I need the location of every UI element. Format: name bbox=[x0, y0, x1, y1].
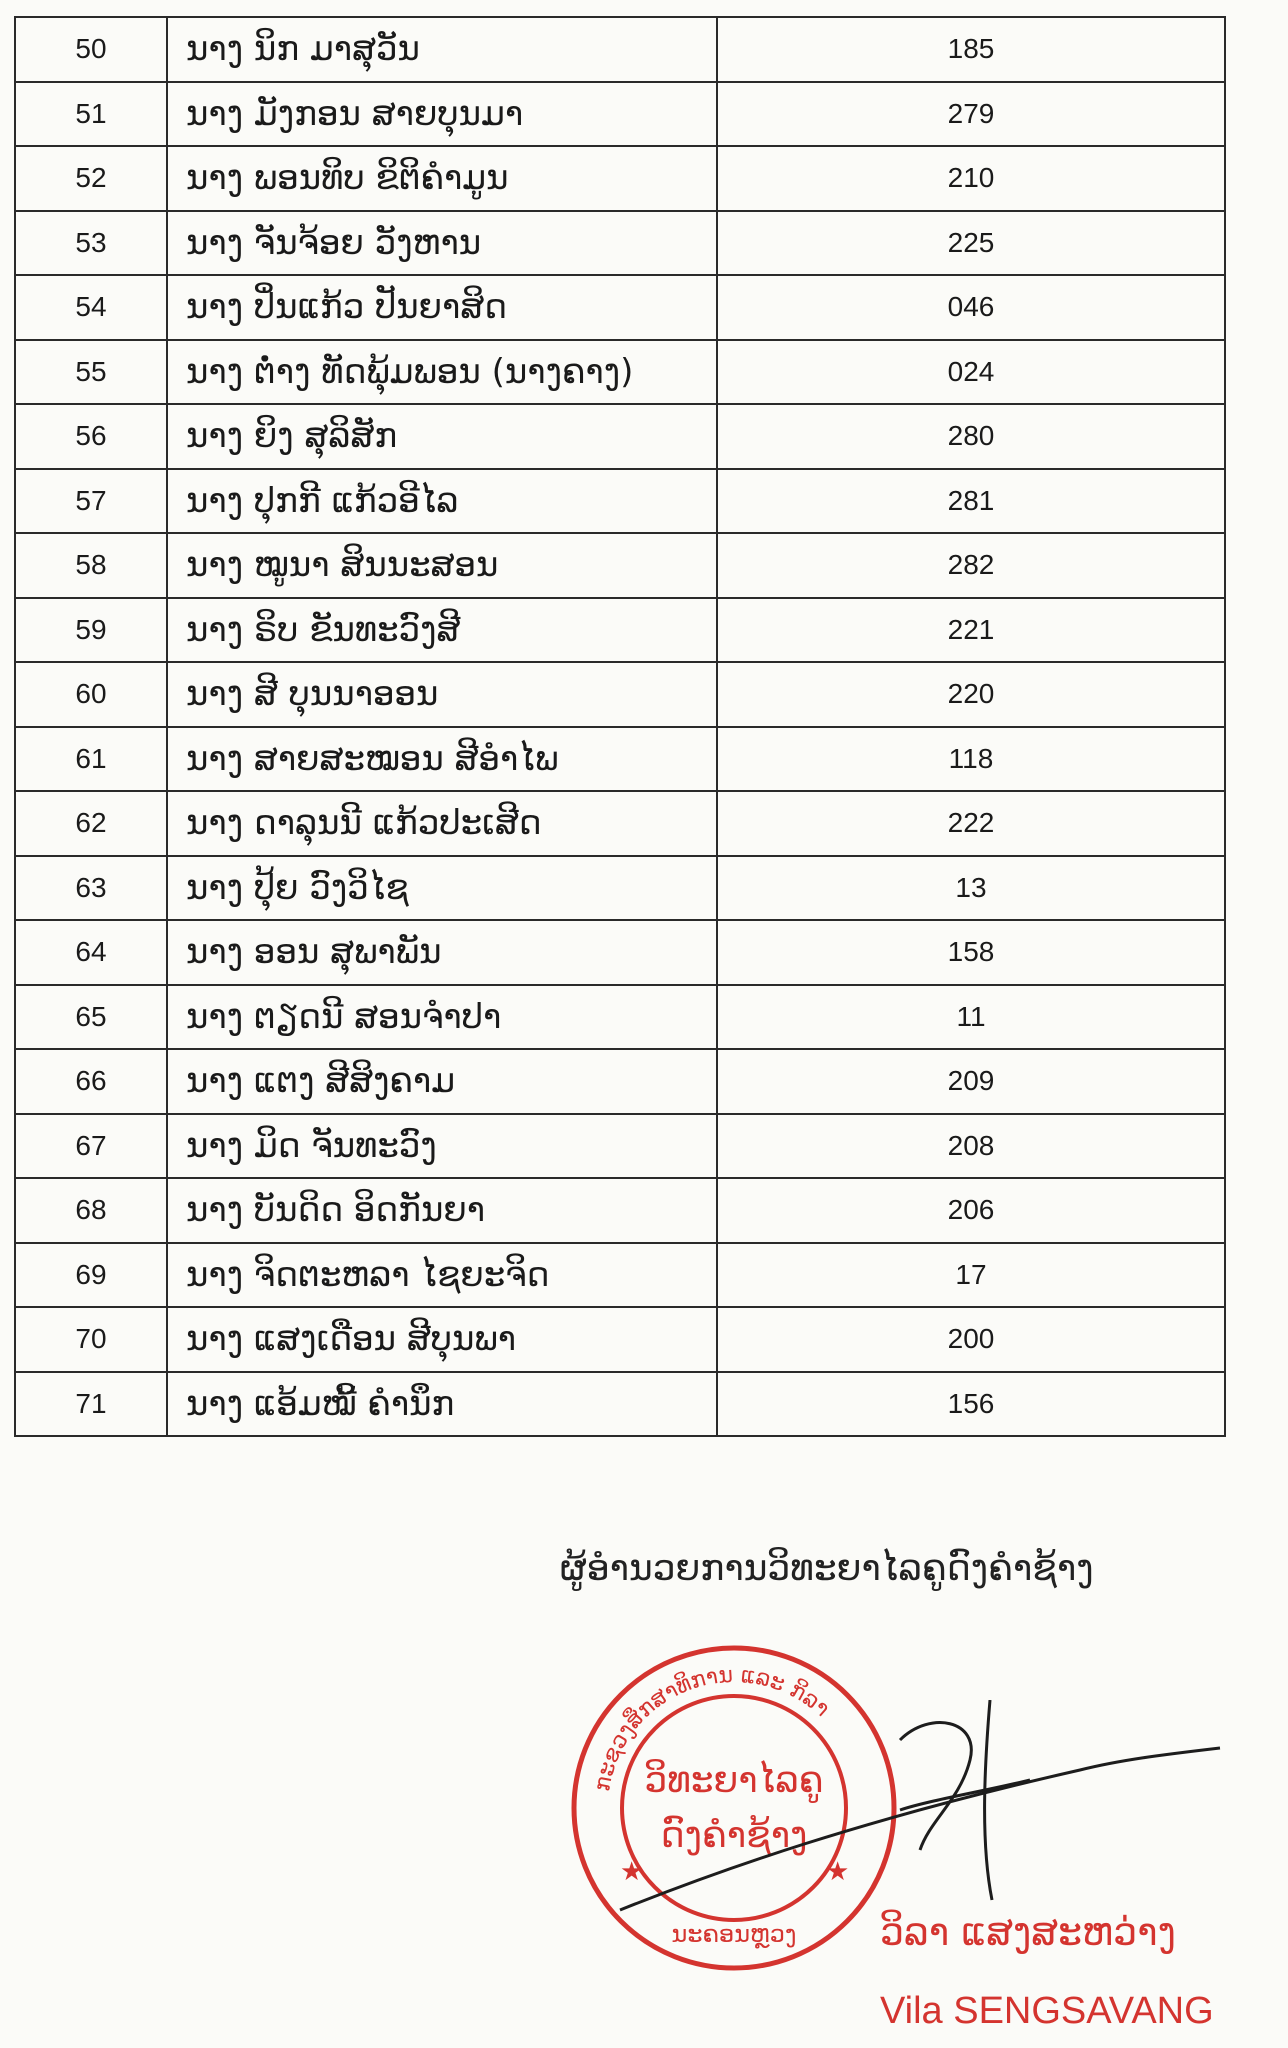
person-code: 222 bbox=[947, 807, 995, 839]
person-code: 280 bbox=[947, 420, 995, 452]
table-row bbox=[16, 470, 1224, 535]
person-name: ນາງ ດາລຸນນີ ແກ້ວປະເສີດ bbox=[168, 792, 718, 855]
row-number: 59 bbox=[16, 599, 168, 662]
table-row bbox=[16, 1244, 1224, 1309]
row-number: 64 bbox=[16, 921, 168, 984]
person-name: ນາງ ປິ່ນແກ້ວ ປັນຍາສິດ bbox=[168, 276, 718, 339]
person-name: ນາງ ແຕງ ສີສິງຄາມ bbox=[168, 1050, 718, 1113]
names-table bbox=[14, 16, 1226, 1437]
row-number: 62 bbox=[16, 792, 168, 855]
person-code: 185 bbox=[947, 33, 995, 65]
stamp-star-right-icon: ★ bbox=[826, 1857, 850, 1887]
table-row bbox=[16, 212, 1224, 277]
table-row bbox=[16, 1115, 1224, 1180]
person-name: ນາງ ຈິດຕະຫລາ ໄຊຍະຈິດ bbox=[168, 1244, 718, 1307]
table-row bbox=[16, 1050, 1224, 1115]
person-name: ນາງ ສາຍສະໝອນ ສີອໍາໄພ bbox=[168, 728, 718, 791]
table-row bbox=[16, 1179, 1224, 1244]
person-name: ນາງ ປຸ້ຍ ວົງວິໄຊ bbox=[168, 857, 718, 920]
row-number: 50 bbox=[16, 18, 168, 81]
person-code: 206 bbox=[947, 1194, 995, 1226]
person-name: ນາງ ມັງກອນ ສາຍບຸນມາ bbox=[168, 83, 718, 146]
table-row bbox=[16, 663, 1224, 728]
row-number: 63 bbox=[16, 857, 168, 920]
row-number: 68 bbox=[16, 1179, 168, 1242]
table-row bbox=[16, 147, 1224, 212]
person-code: 210 bbox=[947, 162, 995, 194]
person-name: ນາງ ຍິງ ສຸລິສັກ bbox=[168, 405, 718, 468]
table-row bbox=[16, 18, 1224, 83]
row-number: 71 bbox=[16, 1373, 168, 1436]
person-name: ນາງ ຕ່ຳງ ທັດພຸ້ມພອນ (ນາງຄາງ) bbox=[168, 341, 718, 404]
person-name: ນາງ ແສງເດືອນ ສີບຸນພາ bbox=[168, 1308, 718, 1371]
signer-name-latin: Vila SENGSAVANG bbox=[880, 1990, 1214, 2032]
person-code: 200 bbox=[947, 1323, 995, 1355]
person-code: 158 bbox=[947, 936, 995, 968]
row-number: 67 bbox=[16, 1115, 168, 1178]
stamp-center-line1: ວິທະຍາໄລຄູ bbox=[644, 1760, 824, 1801]
table-row bbox=[16, 986, 1224, 1051]
person-name: ນາງ ອອນ ສຸພາພັນ bbox=[168, 921, 718, 984]
row-number: 54 bbox=[16, 276, 168, 339]
person-code: 11 bbox=[956, 1000, 986, 1032]
person-name: ນາງ ບັນດິດ ອິດກັນຍາ bbox=[168, 1179, 718, 1242]
table-row bbox=[16, 405, 1224, 470]
table-row bbox=[16, 1373, 1224, 1438]
person-name: ນາງ ສີ ບຸນນາອອນ bbox=[168, 663, 718, 726]
person-code: 13 bbox=[955, 871, 987, 903]
person-name: ນາງ ໝູນາ ສິນນະສອນ bbox=[168, 534, 718, 597]
person-name: ນາງ ຈັນຈ້ອຍ ວັງຫານ bbox=[168, 212, 718, 275]
table-row bbox=[16, 534, 1224, 599]
person-name: ນາງ ຕຽດນີ ສອນຈໍາປາ bbox=[168, 986, 718, 1049]
row-number: 56 bbox=[16, 405, 168, 468]
row-number: 65 bbox=[16, 986, 168, 1049]
table-row bbox=[16, 792, 1224, 857]
person-code: 220 bbox=[947, 678, 995, 710]
table-row bbox=[16, 276, 1224, 341]
person-code: 225 bbox=[947, 226, 995, 258]
person-name: ນາງ ນິກ ມາສຸວັນ bbox=[168, 18, 718, 81]
person-name: ນາງ ມິດ ຈັນທະວົງ bbox=[168, 1115, 718, 1178]
stamp-bottom-text: ນະຄອນຫຼວງ bbox=[671, 1920, 797, 1948]
person-code: 221 bbox=[947, 613, 995, 645]
person-name: ນາງ ພອນທິບ ຂິຕິຄໍາມູນ bbox=[168, 147, 718, 210]
row-number: 58 bbox=[16, 534, 168, 597]
person-code: 046 bbox=[947, 291, 995, 323]
stamp-center-line2: ດົງຄໍາຊ້າງ bbox=[660, 1815, 808, 1856]
person-code: 209 bbox=[947, 1065, 995, 1097]
table-row bbox=[16, 921, 1224, 986]
person-code: 118 bbox=[948, 742, 994, 774]
person-code: 17 bbox=[955, 1258, 987, 1290]
row-number: 61 bbox=[16, 728, 168, 791]
table-row bbox=[16, 341, 1224, 406]
person-code: 024 bbox=[947, 355, 995, 387]
signer-name-lao: ວິລາ ແສງສະຫວ່າງ bbox=[880, 1910, 1177, 1954]
row-number: 57 bbox=[16, 470, 168, 533]
person-code: 279 bbox=[947, 97, 995, 129]
handwritten-signature bbox=[600, 1700, 1240, 1940]
person-code: 281 bbox=[947, 484, 995, 516]
table-row bbox=[16, 857, 1224, 922]
row-number: 55 bbox=[16, 341, 168, 404]
person-code: 282 bbox=[947, 549, 995, 581]
row-number: 69 bbox=[16, 1244, 168, 1307]
table-row bbox=[16, 1308, 1224, 1373]
table-row bbox=[16, 599, 1224, 664]
row-number: 53 bbox=[16, 212, 168, 275]
person-name: ນາງ ແອ້ມໝີ້ ຄໍານຶກ bbox=[168, 1373, 718, 1436]
director-title: ຜູ້ອໍານວຍການວິທະຍາໄລຄູດົງຄໍາຊ້າງ bbox=[560, 1548, 1094, 1589]
person-code: 208 bbox=[947, 1129, 995, 1161]
row-number: 70 bbox=[16, 1308, 168, 1371]
person-name: ນາງ ຣິບ ຂັນທະວົງສີ bbox=[168, 599, 718, 662]
row-number: 60 bbox=[16, 663, 168, 726]
row-number: 66 bbox=[16, 1050, 168, 1113]
person-code: 156 bbox=[947, 1387, 995, 1419]
row-number: 52 bbox=[16, 147, 168, 210]
stamp-star-left-icon: ★ bbox=[620, 1857, 644, 1887]
person-name: ນາງ ປຸກກີ ແກ້ວອີໄລ bbox=[168, 470, 718, 533]
table-row bbox=[16, 83, 1224, 148]
row-number: 51 bbox=[16, 83, 168, 146]
table-row bbox=[16, 728, 1224, 793]
stamp-ring-text: ກະຊວງສຶກສາທິການ ແລະ ກິລາ bbox=[590, 1662, 835, 1794]
